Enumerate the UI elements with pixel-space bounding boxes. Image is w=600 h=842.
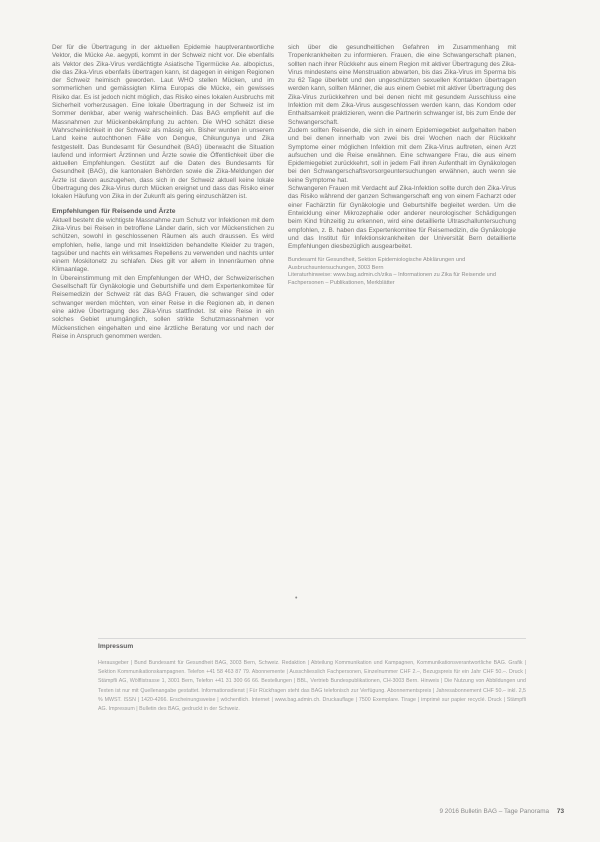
intro-paragraph: Der für die Übertragung in der aktuellen Epidemie hauptverantwortliche Vektor, die Mücke Ae. aegypti, kommt in der Schweiz nicht vor. Die ebenfalls als Vektor des Zika-Virus verdächtigte Asiatische Tigermücke Ae. albopictus, die das Zika-Virus ebenfalls übertragen kann, ist dagegen in einigen Regionen der Schweiz heimisch geworden. Laut WHO stellen Mücken, und im sommerlichen und gemässigten Klima Europas die Mücke, ein gewisses Risiko dar. Es ist jedoch nicht möglich, das Risiko eines lokalen Ausbruchs mit Sicherheit vorherzusagen. Eine lokale Übertragung in der Schweiz ist im Sommer denkbar, aber wenig wahrscheinlich. Das BAG empfiehlt auf die Massnahmen zur Mückenbekämpfung zu achten. Die WHO schätzt diese Wahrscheinlichkeit in der Schweiz als mässig ein. Bisher wurden in unserem Land keine autochthonen Fälle von Dengue, Chikungunya und Zika festgestellt. Das Bundesamt für Gesundheit (BAG) überwacht die Situation laufend und informiert Ärztinnen und Ärzte sowie die Öffentlichkeit über die aktuellen Empfehlungen. Gestützt auf die Daten des Bundesamts für Gesundheit (BAG), die kantonalen Behörden sowie die Zika-Meldungen der Ärzte ist davon auszugehen, dass sich in der Schweiz aktuell keine lokale Übertragung des Zika-Virus durch Mücken ereignet und dass das Risiko einer lokalen Häufung von Zika in der Zukunft als gering einzuschätzen ist. [52, 44, 274, 201]
page-number: 73 [556, 808, 564, 815]
right-paragraph-2: Zudem sollten Reisende, die sich in einem Epidemiegebiet aufgehalten haben und bei denen innerhalb von zwei bis drei Wochen nach der Rückkehr Symptome einer möglichen Infektion mit dem Zika-Virus auftreten, einen Arzt aufsuchen und die Reise erwähnen. Eine schwangere Frau, die aus einem Epidemiegebiet zurückkehrt, soll in jedem Fall ihren Aufenthalt im Gynäkologen bei den Schwangerschaftsvorsorgeuntersuchungen erwähnen, auch wenn sie keine Symptome hat. [288, 126, 516, 184]
advice-paragraph: Aktuell besteht die wichtigste Massnahme zum Schutz vor Infektionen mit dem Zika-Virus bei Reisen in betroffene Länder darin, sich vor Mückenstichen zu schützen, sowohl in geschlossenen Räumen als auch draussen. Es wird empfohlen, helle, lange und mit Insektiziden behandelte Kleider zu tragen, tagsüber und nachts ein wirksames Repellens zu verwenden und nachts unter einem Moskitonetz zu schlafen. Dies gilt vor allem in Innenräumen ohne Klimaanlage. [52, 216, 274, 274]
imprint-box [98, 638, 526, 714]
imprint-title: Impressum [98, 643, 134, 650]
imprint-body: Herausgeber | Bund Bundesamt für Gesundheit BAG, 3003 Bern, Schweiz. Redaktion | Abteilung Kommunikation und Kampagnen, Kommunikationsverantwortliche BAG. Grafik | Sektion Kommunikationskampagnen. Telefon +41 58 463 87 79. Abonnemente | Ausschliesslich Fachpersonen, Einzelnummer CHF 2.–, Bezugspreis für ein Jahr CHF 50.–. Druck | Stämpfli AG, Wölflistrasse 1, 3001 Bern, Telefon +41 31 300 66 66. Bestellungen | BBL, Vertrieb Bundespublikationen, CH-3003 Bern. Hinweis | Die Nutzung von Abbildungen und Texten ist nur mit Quellenangabe gestattet. Informationsdienst | Für Rückfragen steht das BAG telefonisch zur Verfügung. Abonnementspreis | Jahresabonnement CHF 50.– inkl. 2,5 % MWST. ISSN | 1420-4266. Erscheinungsweise | wöchentlich. Internet | www.bag.admin.ch. Druckauflage | 7500 Exemplare. Tirage | imprimé sur papier recyclé. Druck | Stämpfli AG. Impressum | Bulletin des BAG, gedruckt in der Schweiz. [98, 660, 526, 713]
left-column [52, 44, 274, 341]
page-footer [439, 808, 564, 815]
decorative-dot: • [295, 595, 298, 602]
publication-label: Bulletin BAG – Tage Panorama [460, 808, 550, 815]
right-paragraph-1: sich über die gesundheitlichen Gefahren im Zusammenhang mit Tropenkrankheiten zu informieren. Frauen, die eine Schwangerschaft planen, sollten nach ihrer Rückkehr aus einem Region mit aktiver Übertragung des Zika-Virus mindestens eine Menstruation abwarten, bis das Zika-Virus im Sperma bis zu 62 Tage überlebt und den ungeschützten sexuellen Kontakten übertragen werden kann, sollten Männer, die aus einem Gebiet mit aktiver Übertragung des Zika-Virus zurückkehren und bei denen nicht mit gesundem Ausschluss eine Infektion mit dem Zika-Virus ausgeschlossen werden kann, das Kondom oder Enthaltsamkeit praktizieren, wenn die Partnerin schwanger ist, bis zum Ende der Schwangerschaft. [288, 44, 516, 126]
right-paragraph-3: Schwangeren Frauen mit Verdacht auf Zika-Infektion sollte durch den Zika-Virus das Risiko während der ganzen Schwangerschaft eng von einem Facharzt oder einer Fachärztin für Gynäkologie und Geburtshilfe begleitet werden. Um die Entwicklung einer Mikrozephalie oder anderer neurologischer Schädigungen beim Kind frühzeitig zu erkennen, wird eine detaillierte Ultraschalluntersuchung empfohlen, z. B. haben das Expertenkomitee für Reisemedizin, die Gynäkologie und das Institut für Infektionskrankheiten der Universität Bern detaillierte Empfehlungen diesbezüglich ausgearbeitet. [288, 185, 516, 251]
issue-label: 9 2016 [439, 808, 459, 815]
right-column [288, 44, 516, 287]
reference-contact: Bundesamt für Gesundheit, Sektion Epidemiologische Abklärungen und Ausbruchsuntersuchungen, 3003 Bern [288, 257, 466, 271]
advice-paragraph-2: In Übereinstimmung mit den Empfehlungen der WHO, der Schweizerischen Gesellschaft für Gynäkologie und Geburtshilfe und dem Expertenkomitee für Reisemedizin der Schweiz rät das BAG Frauen, die schwanger sind oder schwanger werden möchten, von einer Reise in die Regionen ab, in denen eine aktive Übertragung des Zika-Virus stattfindet. Ist eine Reise in ein solches Gebiet unumgänglich, sollen strikte Schutzmassnahmen vor Mückenstichen eingehalten und eine ärztliche Beratung vor und nach der Reise in Anspruch genommen werden. [52, 274, 274, 340]
section-heading: Empfehlungen für Reisende und Ärzte [52, 207, 176, 215]
reference-links: Literaturhinweise: www.bag.admin.ch/zika – Informationen zu Zika für Reisende und Fachpersonen – Publikationen, Merkblätter [288, 272, 497, 286]
references [288, 257, 516, 287]
